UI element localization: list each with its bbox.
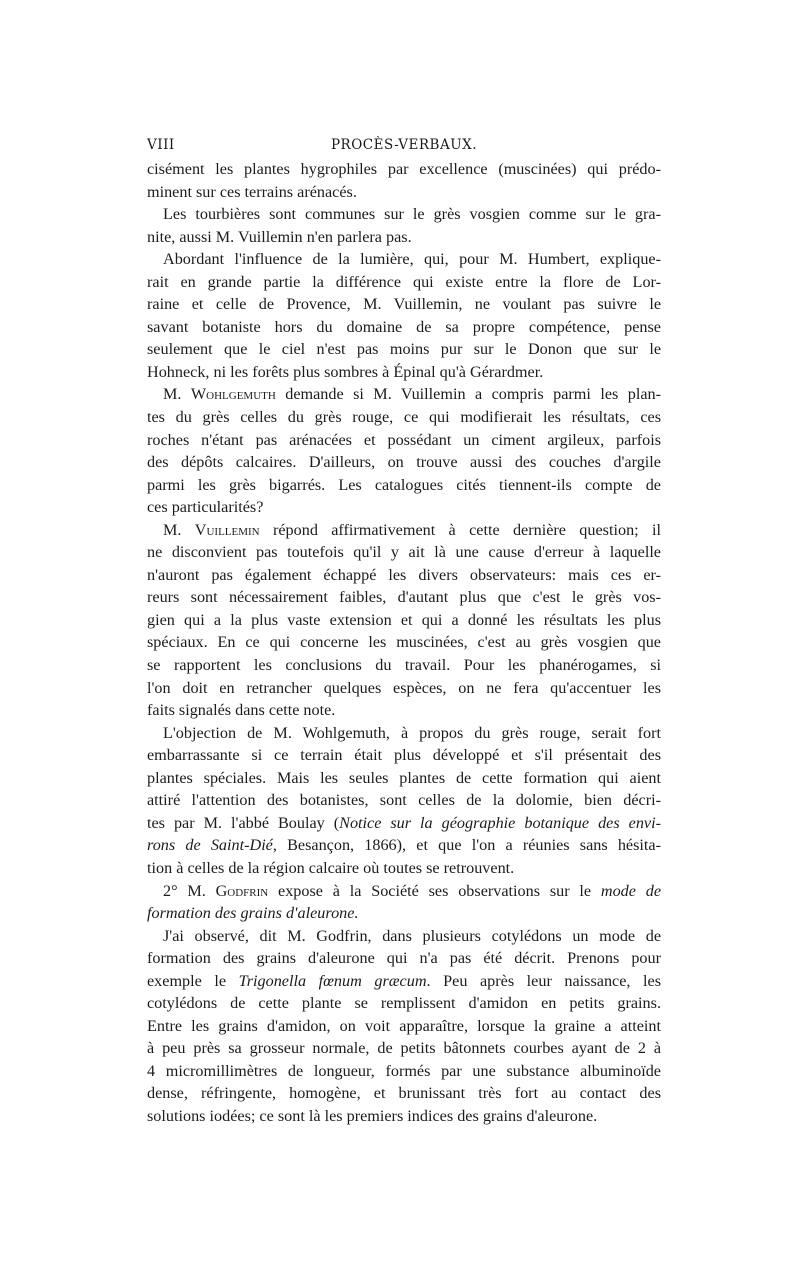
text-line [147, 654, 661, 677]
text-line [147, 226, 661, 249]
text-segment: minent sur ces terrains arénacés. [147, 182, 357, 201]
paragraph [147, 925, 661, 1128]
text-line [147, 203, 661, 226]
text-line [147, 699, 661, 722]
text-line [147, 1060, 661, 1083]
paragraph [147, 722, 661, 880]
text-line [147, 519, 661, 542]
text-segment: des dépôts calcaires. D'ailleurs, on trouve aussi des couches d'argile [147, 453, 661, 472]
text-segment: formation des grains d'aleurone qui n'a pas été décrit. Prenons pour [147, 949, 661, 968]
text-line [147, 947, 661, 970]
paragraph [147, 158, 661, 203]
person-name: Godfrin [215, 881, 269, 900]
text-segment: M. [163, 385, 191, 404]
text-line [147, 271, 661, 294]
text-line [147, 902, 661, 925]
text-segment: roches n'étant pas arénacées et possédant un ciment argileux, parfois [147, 430, 661, 449]
text-line [147, 248, 661, 271]
text-segment: expose à la Société ses observations sur le [268, 881, 601, 900]
italic-text: Notice sur la géographie botanique des envi- [339, 813, 661, 832]
text-line [147, 586, 661, 609]
text-line [147, 293, 661, 316]
body-text [147, 158, 661, 1128]
text-segment: reurs sont nécessairement faibles, d'autant plus que c'est le grès vos- [147, 588, 661, 607]
text-segment: ces particularités? [147, 498, 264, 517]
text-segment: nite, aussi M. Vuillemin n'en parlera pas. [147, 227, 412, 246]
text-line [147, 383, 661, 406]
text-line [147, 970, 661, 993]
text-segment: spéciaux. En ce qui concerne les muscinées, c'est au grès vosgien que [147, 633, 661, 652]
text-line [147, 631, 661, 654]
text-segment: tes du grès celles du grès rouge, ce qui modifierait les résultats, ces [147, 408, 661, 427]
text-segment: Hohneck, ni les forêts plus sombres à Épinal qu'à Gérardmer. [147, 362, 544, 381]
text-segment: à peu près sa grosseur normale, de petits bâtonnets courbes ayant de 2 à [147, 1039, 661, 1058]
text-line [147, 361, 661, 384]
text-line [147, 1015, 661, 1038]
text-line [147, 992, 661, 1015]
text-segment: se rapportent les conclusions du travail. Pour les phanérogames, si [147, 656, 661, 675]
text-segment: cisément les plantes hygrophiles par excellence (muscinées) qui prédo- [147, 160, 661, 178]
text-line [147, 857, 661, 880]
italic-text: mode de [600, 881, 661, 900]
text-segment: raine et celle de Provence, M. Vuillemin, ne voulant pas suivre le [147, 295, 661, 314]
text-segment: tion à celles de la région calcaire où toutes se retrouvent. [147, 858, 515, 877]
text-line [147, 158, 661, 181]
text-segment: M. [163, 520, 195, 539]
text-segment: Les tourbières sont communes sur le grès vosgien comme sur le gra- [163, 205, 661, 224]
text-segment: , Besançon, 1866), et que l'on a réunies sans hésita- [272, 836, 661, 855]
text-segment: Abordant l'influence de la lumière, qui, pour M. Humbert, explique- [163, 250, 661, 269]
text-line [147, 338, 661, 361]
text-segment: gien qui a la plus vaste extension et qui a donné les résultats les plus [147, 610, 661, 629]
text-segment: J'ai observé, dit M. Godfrin, dans plusieurs cotylédons un mode de [163, 926, 661, 945]
text-segment: plantes spéciales. Mais les seules plantes de cette formation qui aient [147, 768, 661, 787]
text-segment: L'objection de M. Wohlgemuth, à propos du grès rouge, serait fort [163, 723, 661, 742]
italic-text: Trigonella fœnum græcum [238, 971, 427, 990]
text-line [147, 677, 661, 700]
text-line [147, 564, 661, 587]
text-line [147, 744, 661, 767]
text-line [147, 316, 661, 339]
paragraph [147, 519, 661, 722]
text-line [147, 812, 661, 835]
text-segment: 4 micromillimètres de longueur, formés par une substance albuminoïde [147, 1061, 661, 1080]
paragraph [147, 383, 661, 518]
text-segment: embarrassante si ce terrain était plus développé et s'il présentait des [147, 746, 661, 765]
running-title: PROCÈS-VERBAUX. [330, 137, 478, 153]
text-line [147, 767, 661, 790]
text-line [147, 834, 661, 857]
text-line [147, 789, 661, 812]
text-line [147, 925, 661, 948]
text-line [147, 541, 661, 564]
text-segment: n'auront pas également échappé les divers observateurs: mais ces er- [147, 565, 661, 584]
text-segment: cotylédons de cette plante se remplissent d'amidon en petits grains. [147, 994, 661, 1013]
person-name: Wohlgemuth [190, 385, 276, 404]
text-line [147, 609, 661, 632]
text-line [147, 722, 661, 745]
text-segment: savant botaniste hors du domaine de sa propre compétence, pense [147, 317, 661, 336]
italic-text: rons de Saint-Dié [147, 836, 273, 855]
text-segment: attiré l'attention des botanistes, sont celles de la dolomie, bien décri- [147, 791, 661, 810]
paragraph [147, 203, 661, 248]
text-segment: ne disconvient pas toutefois qu'il y ait là une cause d'erreur à laquelle [147, 543, 661, 562]
page-number: VIII [147, 137, 175, 153]
text-segment: l'on doit en retrancher quelques espèces, on ne fera qu'accentuer les [147, 678, 661, 697]
text-line [147, 880, 661, 903]
text-line [147, 406, 661, 429]
text-segment: dense, réfringente, homogène, et brunissant très fort au contact des [147, 1084, 661, 1103]
text-line [147, 474, 661, 497]
text-segment: rait en grande partie la différence qui existe entre la flore de Lor- [147, 272, 661, 291]
text-line [147, 1105, 661, 1128]
text-segment: répond affirmativement à cette dernière question; il [259, 520, 661, 539]
text-segment: tes par M. l'abbé Boulay ( [147, 813, 340, 832]
text-segment: parmi les grès bigarrés. Les catalogues cités tiennent-ils compte de [147, 475, 661, 494]
text-line [147, 1082, 661, 1105]
text-segment: demande si M. Vuillemin a compris parmi les plan- [275, 385, 661, 404]
paragraph [147, 880, 661, 925]
person-name: Vuillemin [194, 520, 260, 539]
text-segment: solutions iodées; ce sont là les premiers indices des grains d'aleurone. [147, 1106, 598, 1125]
text-line [147, 181, 661, 204]
text-line [147, 451, 661, 474]
text-segment: faits signalés dans cette note. [147, 701, 336, 720]
text-segment: . Peu après leur naissance, les [426, 971, 661, 990]
text-segment: exemple le [147, 971, 239, 990]
text-segment: seulement que le ciel n'est pas moins pur sur le Donon que sur le [147, 340, 661, 359]
text-line [147, 496, 661, 519]
italic-text: formation des grains d'aleurone. [147, 904, 359, 923]
paragraph [147, 248, 661, 383]
text-segment: Entre les grains d'amidon, on voit apparaître, lorsque la graine a atteint [147, 1016, 661, 1035]
text-line [147, 429, 661, 452]
text-segment: 2° M. [163, 881, 216, 900]
text-line [147, 1037, 661, 1060]
